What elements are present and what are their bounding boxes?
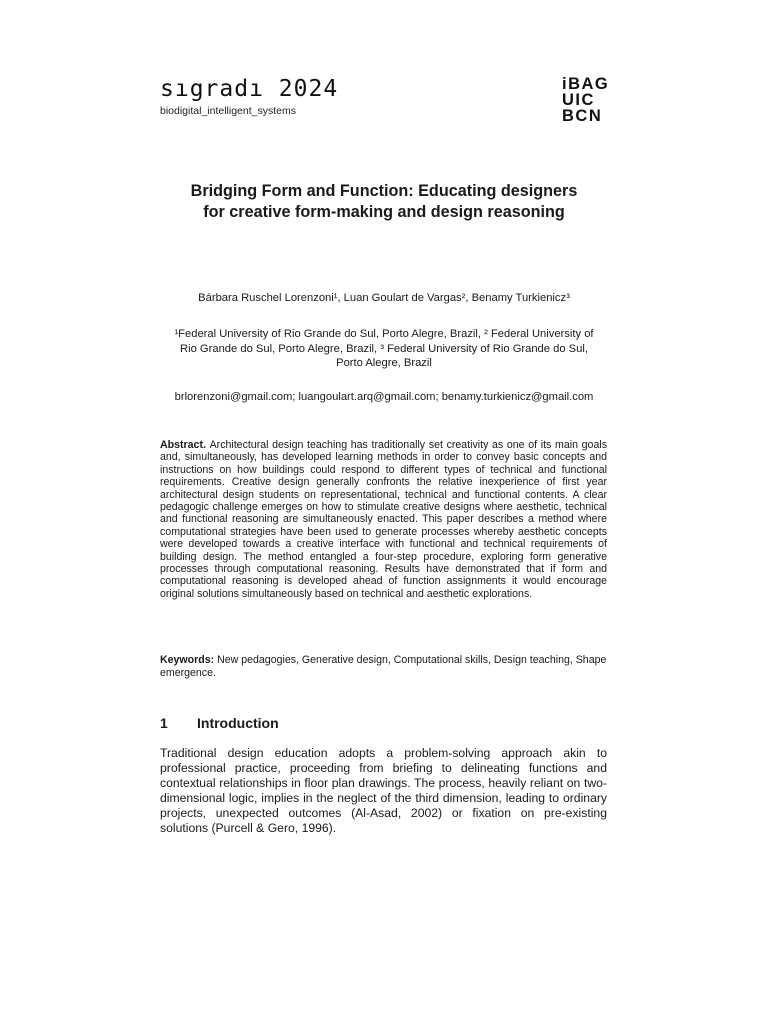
keywords-label: Keywords: <box>160 654 218 666</box>
affiliations <box>160 327 608 371</box>
affiliation-line: Rio Grande do Sul, Porto Alegre, Brazil, ³ Federal University of Rio Grande do Sul, <box>180 342 588 355</box>
abstract <box>160 439 607 600</box>
paper-title <box>140 181 628 223</box>
affiliation-line: Porto Alegre, Brazil <box>336 357 432 370</box>
iag-logo-line: UIC <box>562 91 595 109</box>
section-body: Traditional design education adopts a problem-solving approach akin to professional practice, proceeding from briefing to delineating functions and contextual relationships in floor plan drawings. The process, heavily reliant on two-dimensional logic, implies in the neglect of the third dimension, leading to ordinary projects, unexpected outcomes (Al-Asad, 2002) or fixation on pre-existing solutions (Purcell & Gero, 1996). <box>160 746 607 836</box>
sigradi-logo <box>160 78 338 117</box>
sigradi-logo-mark: sıgradı 2024 <box>160 76 339 102</box>
section-number: 1 <box>160 715 168 731</box>
abstract-label: Abstract. <box>160 439 210 451</box>
author-emails: brlorenzoni@gmail.com; luangoulart.arq@gmail.com; benamy.turkienicz@gmail.com <box>174 391 594 403</box>
section-title: Introduction <box>197 715 279 731</box>
authors: Bárbara Ruschel Lorenzoni¹, Luan Goulart de Vargas², Benamy Turkienicz³ <box>198 292 570 304</box>
sigradi-tagline: biodigital_intelligent_systems <box>160 105 296 117</box>
section-heading <box>160 715 279 731</box>
iag-logo-line: BCN <box>562 107 603 125</box>
iag-logo <box>562 76 609 124</box>
keywords-text: New pedagogies, Generative design, Computational skills, Design teaching, Shape emergence. <box>160 654 607 679</box>
abstract-text: Architectural design teaching has traditionally set creativity as one of its main goals and, simultaneously, has developed learning methods in order to convey basic concepts and instructions on how buildings could respond to different types of technical and functional requirements. Creative design generally confronts the relative inexperience of first year architectural design students on representational, technical and functional contents. A clear pedagogic challenge emerges on how to stimulate creative designs where aesthetic, technical and functional reasoning are simultaneously enacted. This paper describes a method where computational strategies have been used to generate processes whereby aesthetic concepts were developed towards a creative interface with functional and technical requirements of building design. The method entangled a four-step procedure, exploring form generative processes through computational reasoning. Results have demonstrated that if form and computational reasoning is developed ahead of function assignments it would encourage original solutions simultaneously based on technical and aesthetic explorations. <box>160 439 607 600</box>
keywords <box>160 654 607 680</box>
paper-title-line: for creative form-making and design reasoning <box>203 203 565 221</box>
affiliation-line: ¹Federal University of Rio Grande do Sul, Porto Alegre, Brazil, ² Federal University of <box>174 328 594 340</box>
paper-title-line: Bridging Form and Function: Educating designers <box>190 182 578 200</box>
iag-logo-line: iBAG <box>562 75 610 93</box>
